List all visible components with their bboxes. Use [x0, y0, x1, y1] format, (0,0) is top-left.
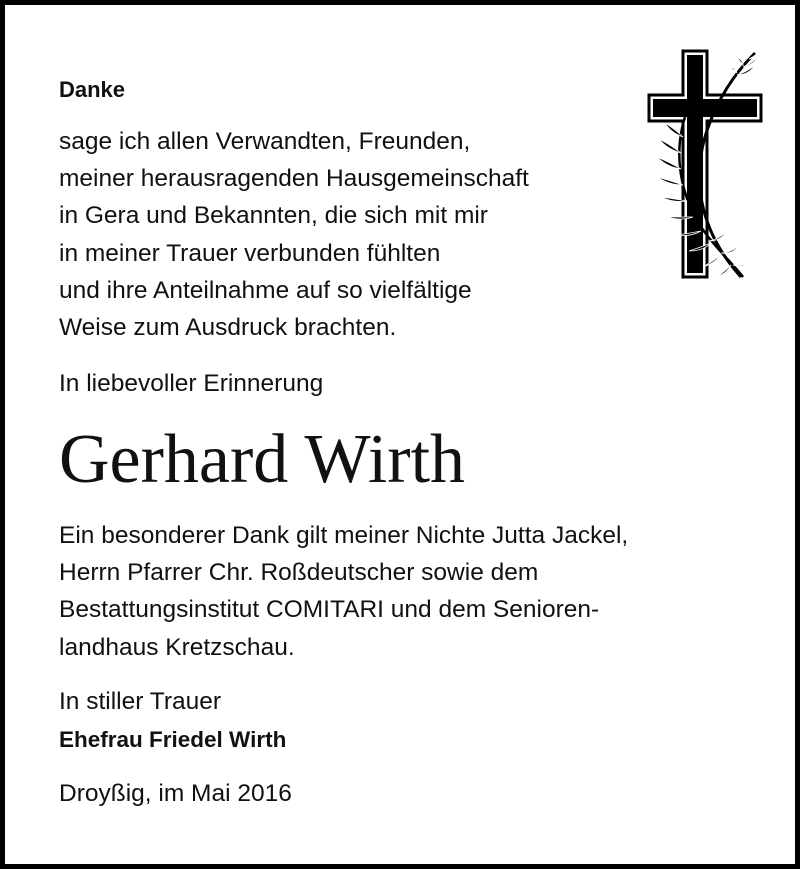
special-thanks-paragraph: [59, 517, 628, 666]
intro-line: in meiner Trauer verbunden fühlten: [59, 239, 441, 267]
intro-line: und ihre Anteilnahme auf so vielfältige: [59, 276, 472, 304]
heading-thanks: Danke: [59, 77, 126, 102]
thanks-line: Bestattungsinstitut COMITARI und dem Senioren-: [59, 596, 600, 624]
place-date: Droyßig, im Mai 2016: [59, 780, 292, 807]
intro-line: meiner herausragenden Hausgemeinschaft: [59, 165, 529, 193]
intro-paragraph: [59, 123, 529, 346]
thanks-line: Herrn Pfarrer Chr. Roßdeutscher sowie dem: [59, 559, 539, 587]
intro-line: sage ich allen Verwandten, Freunden,: [59, 128, 471, 155]
signer-name: Ehefrau Friedel Wirth: [59, 727, 287, 752]
thanks-line: landhaus Kretzschau.: [59, 633, 295, 661]
deceased-name: Gerhard Wirth: [59, 421, 466, 498]
intro-line: Weise zum Ausdruck brachten.: [59, 314, 397, 342]
cross-with-palm-branch-icon: [645, 45, 765, 285]
mourning-line: In stiller Trauer: [59, 688, 222, 715]
memory-line: In liebevoller Erinnerung: [59, 370, 324, 397]
intro-line: in Gera und Bekannten, die sich mit mir: [59, 202, 488, 230]
thanks-line: Ein besonderer Dank gilt meiner Nichte Jutta Jackel,: [59, 522, 629, 549]
